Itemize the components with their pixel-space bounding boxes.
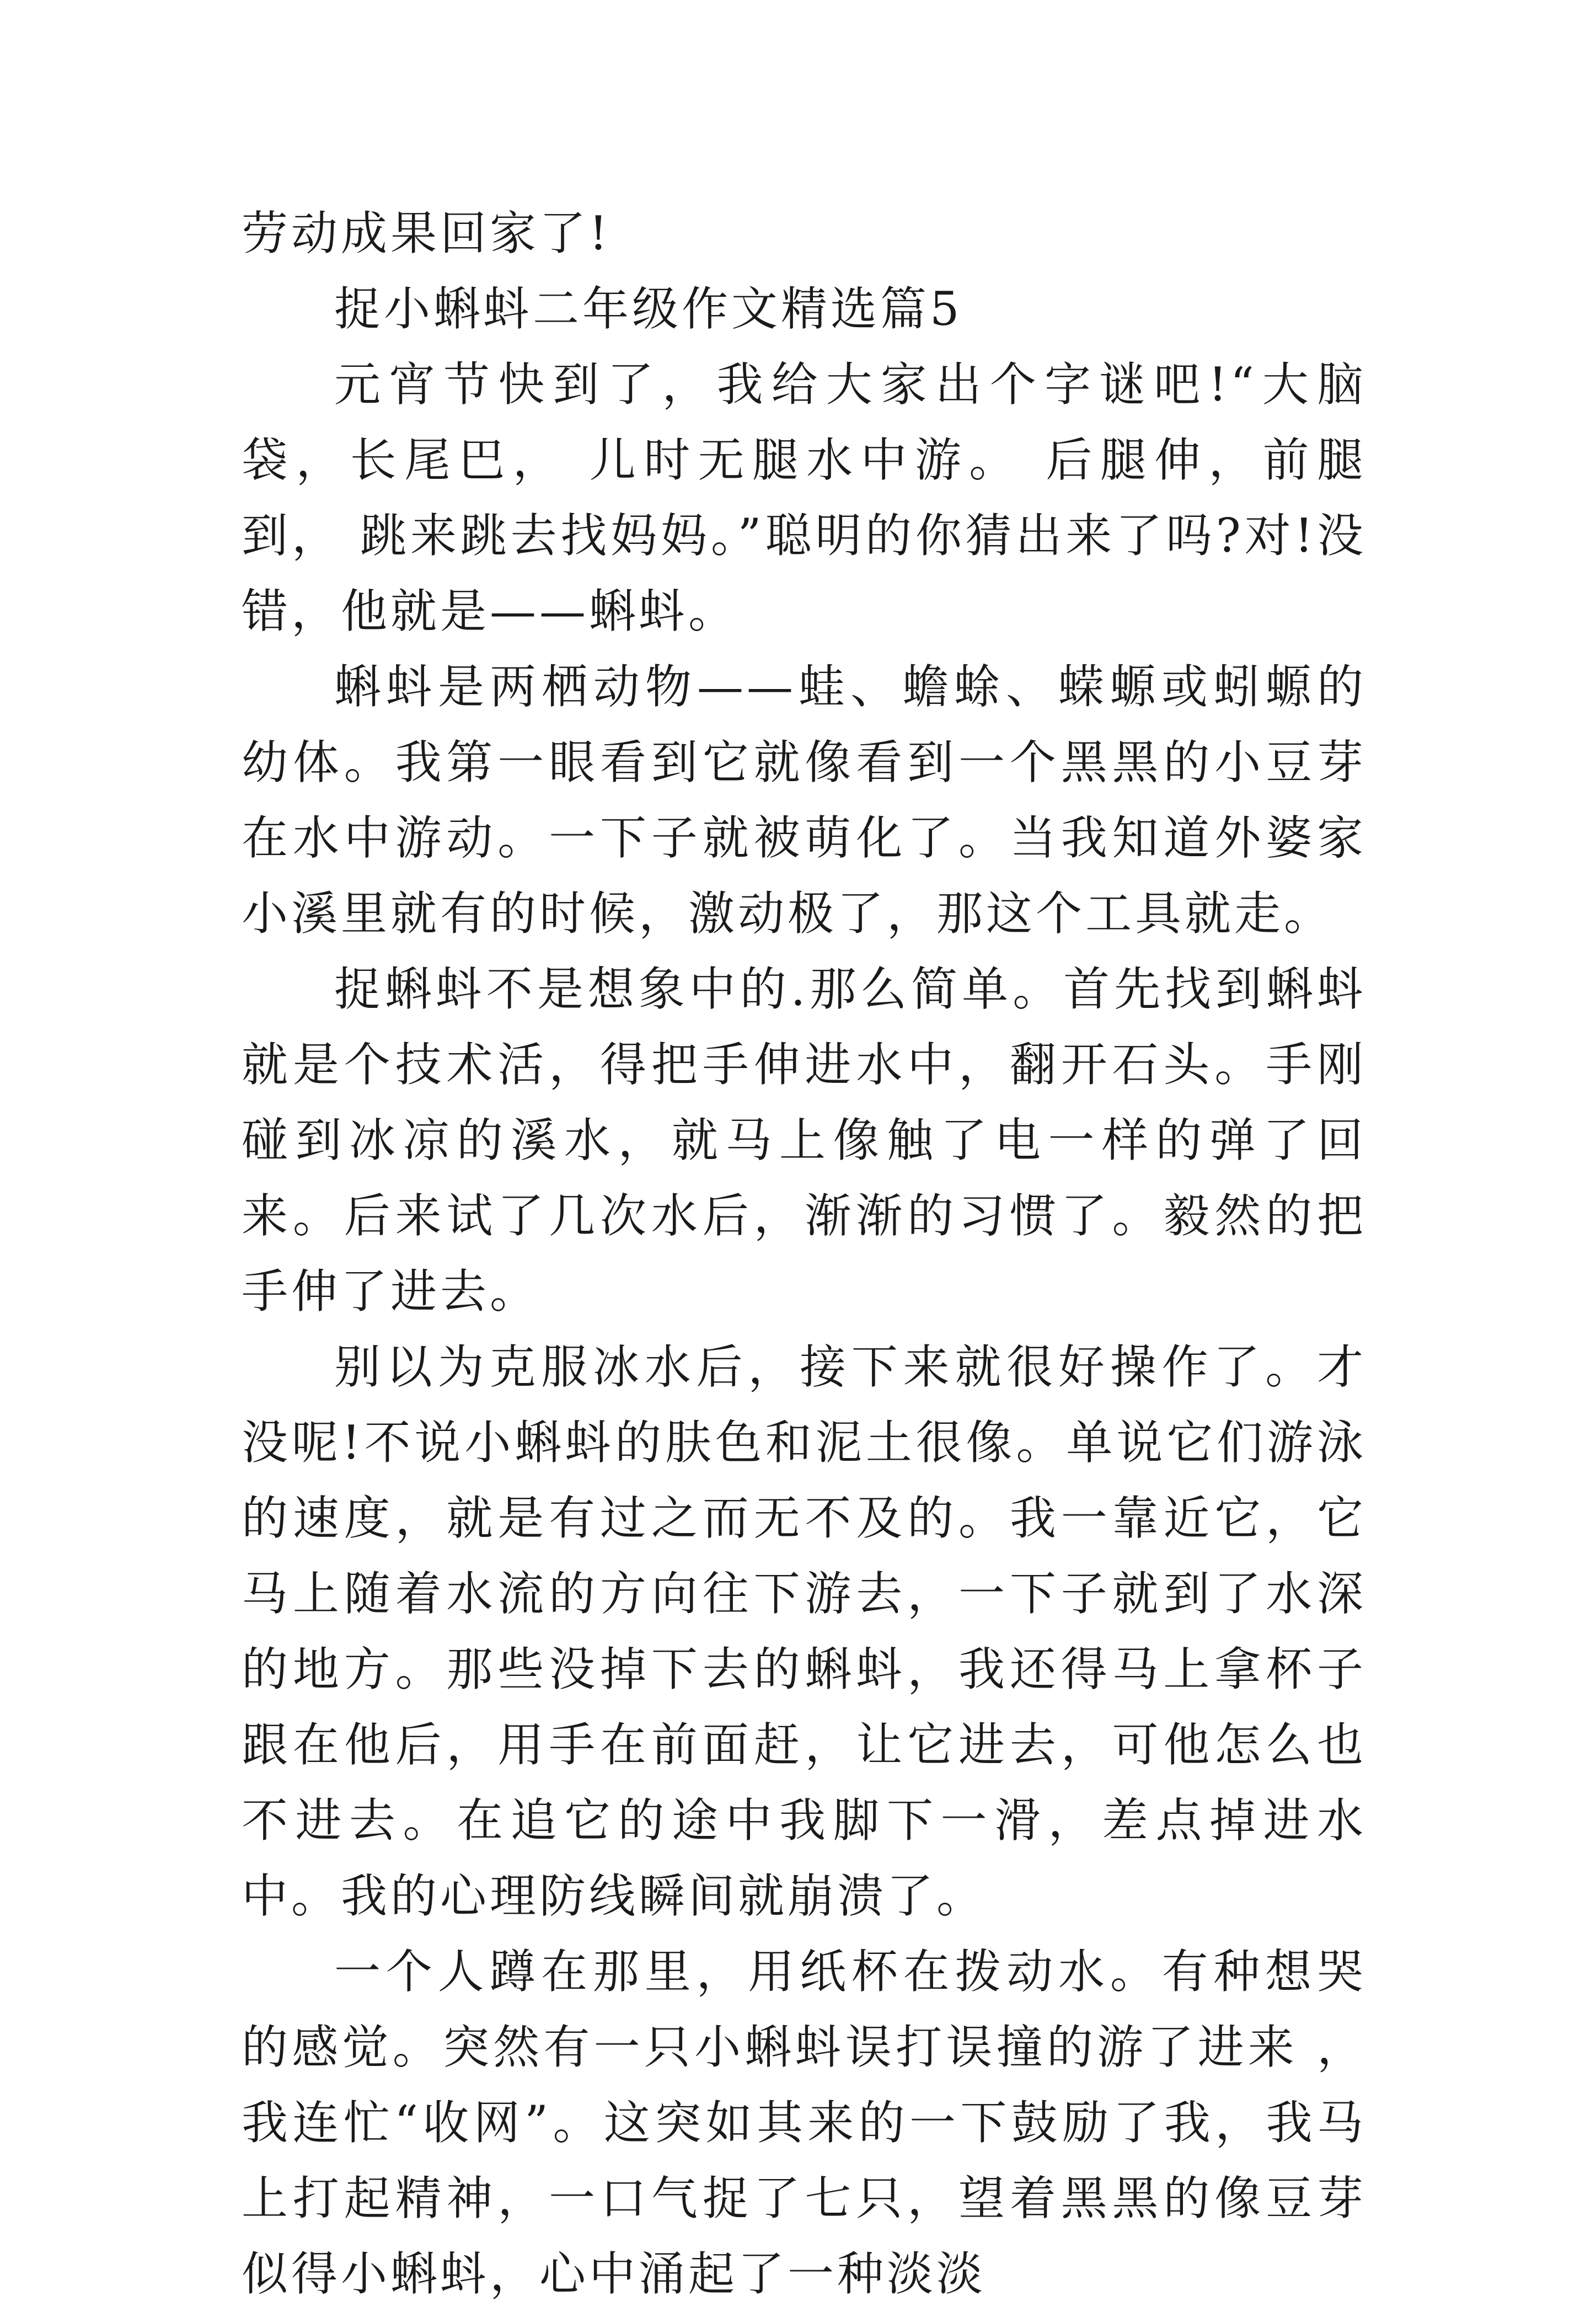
article-body (242, 196, 1367, 2312)
paragraph: 一个人蹲在那里，用纸杯在拨动水。有种想哭的感觉。突然有一只小蝌蚪误打误撞的游了进来 ，我连忙“收网”。这突如其来的一下鼓励了我，我马上打起精神，一口气捉了七只，望着黑黑的像豆芽似得小蝌蚪，心中涌起了一种淡淡 (242, 1945, 1367, 2301)
paragraph-continuation: 劳动成果回家了! (242, 206, 611, 260)
paragraph: 捉蝌蚪不是想象中的.那么简单。首先找到蝌蚪就是个技术活，得把手伸进水中，翻开石头。手刚碰到冰凉的溪水，就马上像触了电一样的弹了回来。后来试了几次水后，渐渐的习惯了。毅然的把手伸了进去。 (242, 962, 1367, 1318)
paragraph: 别以为克服冰水后，接下来就很好操作了。才没呢!不说小蝌蚪的肤色和泥土很像。单说它们游泳的速度，就是有过之而无不及的。我一靠近它，它马上随着水流的方向往下游去，一下子就到了水深的地方。那些没掉下去的蝌蚪，我还得马上拿杯子跟在他后，用手在前面赶，让它进去，可他怎么也不进去。在追它的途中我脚下一滑，差点掉进水中。我的心理防线瞬间就崩溃了。 (242, 1340, 1367, 1923)
section-heading: 捉小蝌蚪二年级作文精选篇5 (334, 282, 963, 336)
paragraph: 蝌蚪是两栖动物——蛙、蟾蜍、蝾螈或蚓螈的幼体。我第一眼看到它就像看到一个黑黑的小豆芽在水中游动。一下子就被萌化了。当我知道外婆家小溪里就有的时候，激动极了，那这个工具就走。 (242, 660, 1367, 941)
paragraph: 元宵节快到了，我给大家出个字谜吧!“大脑袋，长尾巴， 儿时无腿水中游。 后腿伸，前腿到， 跳来跳去找妈妈。”聪明的你猜出来了吗?对!没错，他就是——蝌蚪。 (242, 357, 1367, 638)
